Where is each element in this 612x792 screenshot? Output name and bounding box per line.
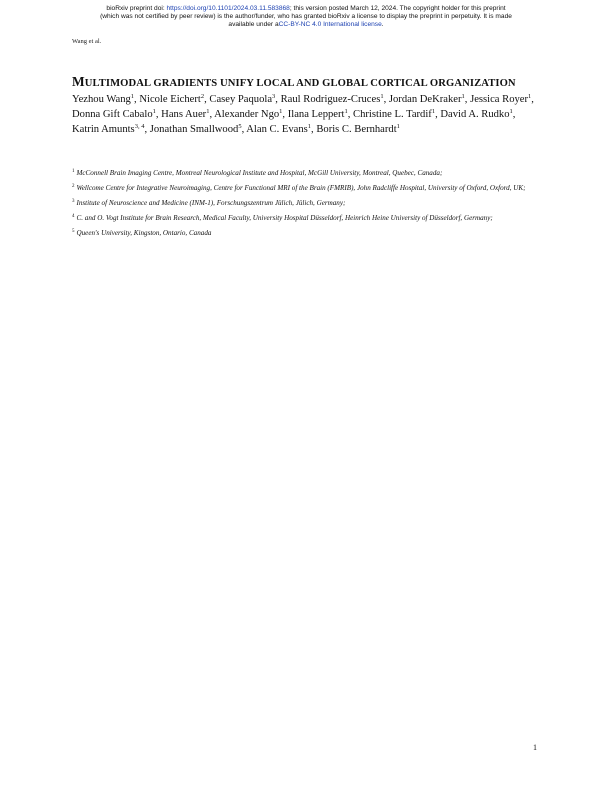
title-rest: ULTIMODAL GRADIENTS UNIFY LOCAL AND GLOBAL CORTICAL ORGANIZATION bbox=[84, 78, 516, 89]
author bbox=[72, 94, 134, 105]
author-affiliation-marker: 1 bbox=[307, 123, 312, 130]
affiliation bbox=[72, 168, 540, 179]
author bbox=[440, 109, 512, 120]
affiliation-text: C. and O. Vogt Institute for Brain Research, Medical Faculty, University Hospital Düsseldorf, Heinrich Heine University of Düsseldorf, Germany; bbox=[76, 213, 493, 222]
author-affiliation-marker: 2 bbox=[200, 93, 205, 100]
banner-text: available under a bbox=[228, 21, 279, 28]
author bbox=[389, 94, 465, 105]
author-affiliation-marker: 1 bbox=[344, 108, 348, 115]
author bbox=[288, 109, 348, 120]
author-affiliation-marker: 1 bbox=[461, 93, 465, 100]
affiliation bbox=[72, 213, 540, 224]
affiliation-text: Institute of Neuroscience and Medicine (INM-1), Forschungszentrum Jülich, Jülich, Germany; bbox=[76, 198, 346, 207]
affiliation-number: 1 bbox=[72, 169, 75, 174]
author-affiliation-marker: 1 bbox=[279, 108, 283, 115]
author-name: Ilana Leppert bbox=[287, 109, 345, 120]
affiliation-text: Wellcome Centre for Integrative Neuroimaging, Centre for Functional MRI of the Brain (FMRIB), John Radcliffe Hospital, University of Oxford, Oxford, UK; bbox=[76, 183, 526, 192]
author-name: Jonathan Smallwood bbox=[149, 124, 239, 135]
author-affiliation-marker: 3 bbox=[272, 93, 276, 100]
title-initial: M bbox=[72, 74, 85, 89]
author bbox=[150, 124, 242, 135]
author-name: Alan C. Evans bbox=[246, 124, 308, 135]
author-list: Yezhou Wang$^1$, Nicole Eichert$^2$, Casey Paquola$^3$, Raul Rodriguez-Cruces$^1$, Jordan DeKraker$^1$, Jessica Royer$^1$, Donna Gift Cabalo$^1$, Hans Auer$^1$, Alexander Ngo$^1$, Ilana Leppert$^1$, Christine L. Tardif$^1$, David A. Rudko$^1$, Katrin Amunts$^{3, 4}$, Jonathan Smallwood$^5$, Alan C. Evans$^1$, Boris C. Bernhardt$^1$ bbox=[72, 93, 534, 135]
author bbox=[209, 94, 275, 105]
author-name: Raul Rodriguez-Cruces bbox=[280, 94, 381, 105]
author-affiliation-marker: 1 bbox=[509, 108, 513, 115]
author-name: Boris C. Bernhardt bbox=[316, 124, 397, 135]
author-affiliation-marker: 1 bbox=[380, 93, 384, 100]
preprint-banner bbox=[0, 5, 612, 29]
affiliation-number: 2 bbox=[72, 183, 75, 189]
author-affiliation-marker: 1 bbox=[130, 93, 135, 100]
author-affiliation-marker: 5 bbox=[238, 123, 242, 130]
author-name: Hans Auer bbox=[161, 109, 207, 120]
author bbox=[316, 124, 400, 135]
affiliation bbox=[72, 183, 540, 194]
banner-text: bioRxiv preprint doi: bbox=[106, 5, 167, 12]
author-name: Jordan DeKraker bbox=[388, 94, 462, 105]
banner-line-3 bbox=[0, 21, 612, 29]
affiliation-number: 5 bbox=[72, 228, 75, 234]
author-affiliation-marker: 1 bbox=[431, 108, 436, 115]
author-name: Christine L. Tardif bbox=[353, 109, 432, 120]
author bbox=[139, 94, 204, 105]
license-link[interactable]: CC-BY-NC 4.0 International license bbox=[278, 21, 382, 28]
banner-line-2: (which was not certified by peer review) is the author/funder, who has granted bioRxiv a license to display the preprint in perpetuity. It is made bbox=[100, 13, 512, 20]
author-affiliation-marker: 3, 4 bbox=[134, 123, 145, 130]
author bbox=[72, 109, 156, 120]
author-affiliation-marker: 1 bbox=[528, 93, 532, 100]
affiliation-text: Queen's University, Kingston, Ontario, Canada bbox=[76, 228, 212, 237]
author bbox=[214, 109, 282, 120]
banner-text: ; this version posted March 12, 2024. The copyright holder for this preprint bbox=[289, 5, 506, 12]
running-head: Wang et al. bbox=[72, 38, 102, 45]
author-affiliation-marker: 1 bbox=[206, 108, 210, 115]
author bbox=[353, 109, 435, 120]
author-name: Donna Gift Cabalo bbox=[72, 109, 153, 120]
affiliation-number: 3 bbox=[72, 198, 75, 204]
author-name: Jessica Royer bbox=[470, 94, 529, 105]
affiliation bbox=[72, 228, 540, 239]
author-affiliation-marker: 1 bbox=[152, 108, 156, 115]
author bbox=[246, 124, 311, 135]
affiliation-text: McConnell Brain Imaging Centre, Montreal Neurological Institute and Hospital, McGill University, Montreal, Quebec, Canada; bbox=[76, 169, 443, 177]
author-name: David A. Rudko bbox=[440, 109, 510, 120]
affiliation-list bbox=[72, 168, 540, 243]
author bbox=[161, 109, 209, 120]
author-name: Alexander Ngo bbox=[214, 109, 280, 120]
affiliation bbox=[72, 198, 540, 209]
author-name: Katrin Amunts bbox=[72, 124, 135, 135]
author-affiliation-marker: 1 bbox=[396, 123, 400, 130]
page-number: 1 bbox=[533, 743, 537, 752]
author bbox=[281, 94, 384, 105]
author-name: Yezhou Wang bbox=[72, 94, 131, 105]
banner-text: . bbox=[381, 21, 384, 28]
author-name: Nicole Eichert bbox=[139, 94, 201, 105]
paper-title bbox=[72, 74, 542, 90]
banner-line-1 bbox=[0, 5, 612, 13]
author-name: Casey Paquola bbox=[209, 94, 273, 105]
author bbox=[72, 124, 144, 135]
doi-link[interactable]: https://doi.org/10.1101/2024.03.11.583868 bbox=[166, 5, 290, 12]
affiliation-number: 4 bbox=[72, 213, 75, 219]
author bbox=[470, 94, 531, 105]
